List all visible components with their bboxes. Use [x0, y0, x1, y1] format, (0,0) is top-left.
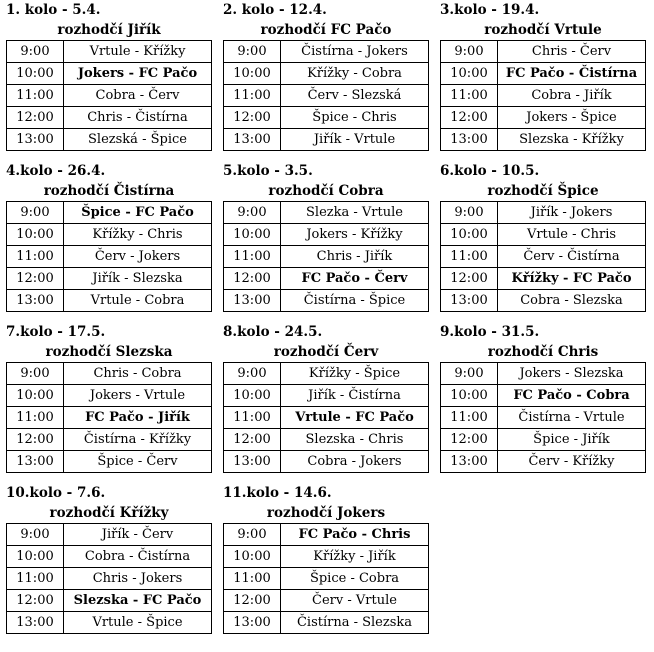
game-row	[224, 407, 429, 429]
game-time: 13:00	[224, 129, 281, 151]
game-time: 9:00	[441, 41, 498, 63]
round-referee: rozhodčí Jiřík	[57, 22, 161, 38]
game-match: Cobra - Jiřík	[498, 85, 646, 107]
schedule-table	[223, 201, 429, 312]
round-block	[223, 161, 429, 312]
round-block	[223, 483, 429, 634]
game-time: 13:00	[7, 290, 64, 312]
game-row	[7, 246, 212, 268]
game-row	[441, 41, 646, 63]
game-row	[441, 268, 646, 290]
round-title: 7.kolo - 17.5.	[6, 324, 106, 340]
round-title: 5.kolo - 3.5.	[223, 163, 313, 179]
game-match: Špice - Červ	[64, 451, 212, 473]
game-match: Slezka - Vrtule	[281, 202, 429, 224]
game-row	[7, 268, 212, 290]
round-referee: rozhodčí Vrtule	[484, 22, 602, 38]
game-time: 12:00	[224, 268, 281, 290]
game-time: 9:00	[7, 41, 64, 63]
game-time: 10:00	[441, 385, 498, 407]
round-title: 2. kolo - 12.4.	[223, 2, 327, 18]
game-time: 12:00	[224, 429, 281, 451]
game-row	[7, 224, 212, 246]
game-match: Chris - Čistírna	[64, 107, 212, 129]
game-row	[441, 85, 646, 107]
game-row	[441, 202, 646, 224]
game-row	[441, 429, 646, 451]
game-time: 13:00	[441, 451, 498, 473]
round-block	[6, 483, 212, 634]
game-time: 10:00	[441, 224, 498, 246]
game-time: 10:00	[224, 224, 281, 246]
game-row	[7, 546, 212, 568]
round-block	[440, 322, 646, 473]
game-match: Cobra - Jokers	[281, 451, 429, 473]
round-referee: rozhodčí Slezska	[45, 344, 173, 360]
game-time: 9:00	[7, 524, 64, 546]
game-row	[224, 612, 429, 634]
schedule-table	[6, 362, 212, 473]
game-row	[7, 429, 212, 451]
game-time: 9:00	[224, 41, 281, 63]
game-time: 9:00	[7, 202, 64, 224]
game-row	[7, 363, 212, 385]
game-match: Čistírna - Vrtule	[498, 407, 646, 429]
game-time: 11:00	[441, 246, 498, 268]
game-time: 10:00	[224, 546, 281, 568]
schedule-table	[223, 40, 429, 151]
game-match: Jokers - Křížky	[281, 224, 429, 246]
game-time: 11:00	[441, 407, 498, 429]
game-row	[224, 429, 429, 451]
game-match: Červ - Jokers	[64, 246, 212, 268]
game-match: Chris - Cobra	[64, 363, 212, 385]
round-block	[440, 0, 646, 151]
game-match: Cobra - Červ	[64, 85, 212, 107]
game-match: Cobra - Čistírna	[64, 546, 212, 568]
game-row	[7, 451, 212, 473]
game-time: 12:00	[7, 268, 64, 290]
game-row	[224, 385, 429, 407]
game-time: 11:00	[224, 246, 281, 268]
game-row	[441, 385, 646, 407]
game-row	[7, 63, 212, 85]
game-time: 11:00	[441, 85, 498, 107]
game-match: Slezska - Chris	[281, 429, 429, 451]
game-match: Jokers - Slezska	[498, 363, 646, 385]
round-referee: rozhodčí Křížky	[49, 505, 169, 521]
round-referee: rozhodčí Červ	[273, 344, 379, 360]
round-referee: rozhodčí Špice	[487, 183, 599, 199]
round-block	[6, 322, 212, 473]
round-title: 1. kolo - 5.4.	[6, 2, 101, 18]
game-match: Červ - Vrtule	[281, 590, 429, 612]
round-referee: rozhodčí Cobra	[268, 183, 384, 199]
game-match: Vrtule - Špice	[64, 612, 212, 634]
game-row	[224, 63, 429, 85]
round-block	[223, 0, 429, 151]
schedule-table	[6, 523, 212, 634]
game-time: 11:00	[224, 85, 281, 107]
game-match: Jokers - Špice	[498, 107, 646, 129]
game-row	[7, 107, 212, 129]
round-referee: rozhodčí Čistírna	[43, 183, 175, 199]
game-row	[224, 224, 429, 246]
schedule-table	[6, 40, 212, 151]
game-match: Špice - FC Pačo	[64, 202, 212, 224]
game-row	[7, 290, 212, 312]
game-row	[7, 85, 212, 107]
game-time: 12:00	[224, 107, 281, 129]
game-row	[224, 129, 429, 151]
round-title: 6.kolo - 10.5.	[440, 163, 540, 179]
round-title: 10.kolo - 7.6.	[6, 485, 106, 501]
schedule-table	[6, 201, 212, 312]
schedule-table	[440, 201, 646, 312]
game-match: Špice - Jiřík	[498, 429, 646, 451]
game-row	[7, 41, 212, 63]
game-match: Čistírna - Křížky	[64, 429, 212, 451]
round-title: 3.kolo - 19.4.	[440, 2, 540, 18]
game-time: 10:00	[224, 385, 281, 407]
game-time: 13:00	[441, 129, 498, 151]
game-time: 13:00	[224, 451, 281, 473]
round-title: 11.kolo - 14.6.	[223, 485, 332, 501]
game-time: 10:00	[7, 546, 64, 568]
game-row	[224, 568, 429, 590]
schedule-table	[440, 40, 646, 151]
game-match: Červ - Slezská	[281, 85, 429, 107]
game-time: 13:00	[7, 612, 64, 634]
game-time: 13:00	[224, 290, 281, 312]
game-time: 12:00	[224, 590, 281, 612]
game-time: 9:00	[441, 363, 498, 385]
game-time: 11:00	[7, 85, 64, 107]
game-time: 13:00	[224, 612, 281, 634]
round-block	[440, 161, 646, 312]
game-row	[441, 407, 646, 429]
game-match: Slezská - Špice	[64, 129, 212, 151]
game-match: FC Pačo - Chris	[281, 524, 429, 546]
game-match: Jokers - FC Pačo	[64, 63, 212, 85]
game-match: FC Pačo - Cobra	[498, 385, 646, 407]
game-match: Slezska - FC Pačo	[64, 590, 212, 612]
round-block	[6, 0, 212, 151]
game-time: 13:00	[441, 290, 498, 312]
game-row	[224, 451, 429, 473]
game-match: Špice - Chris	[281, 107, 429, 129]
game-row	[224, 85, 429, 107]
game-row	[441, 129, 646, 151]
round-referee: rozhodčí Jokers	[266, 505, 386, 521]
game-row	[441, 290, 646, 312]
game-row	[7, 129, 212, 151]
game-match: Slezska - Křížky	[498, 129, 646, 151]
game-match: Červ - Čistírna	[498, 246, 646, 268]
game-row	[441, 451, 646, 473]
game-time: 9:00	[224, 524, 281, 546]
game-time: 11:00	[7, 407, 64, 429]
round-referee: rozhodčí FC Pačo	[260, 22, 392, 38]
game-match: Jiřík - Červ	[64, 524, 212, 546]
game-match: Cobra - Slezska	[498, 290, 646, 312]
game-match: Čistírna - Špice	[281, 290, 429, 312]
schedule-table	[440, 362, 646, 473]
game-row	[441, 224, 646, 246]
game-row	[224, 107, 429, 129]
round-title: 8.kolo - 24.5.	[223, 324, 323, 340]
game-time: 11:00	[7, 246, 64, 268]
game-row	[7, 612, 212, 634]
game-time: 12:00	[441, 107, 498, 129]
game-time: 12:00	[7, 429, 64, 451]
game-time: 12:00	[441, 268, 498, 290]
game-row	[7, 568, 212, 590]
game-match: Křížky - Chris	[64, 224, 212, 246]
game-row	[441, 63, 646, 85]
game-time: 13:00	[7, 129, 64, 151]
game-match: Křížky - FC Pačo	[498, 268, 646, 290]
game-time: 10:00	[224, 63, 281, 85]
game-row	[441, 107, 646, 129]
game-row	[7, 385, 212, 407]
game-match: Červ - Křížky	[498, 451, 646, 473]
game-match: Chris - Jiřík	[281, 246, 429, 268]
round-title: 4.kolo - 26.4.	[6, 163, 106, 179]
game-row	[224, 41, 429, 63]
game-time: 12:00	[7, 590, 64, 612]
game-time: 10:00	[7, 385, 64, 407]
game-match: Vrtule - Cobra	[64, 290, 212, 312]
game-match: Jiřík - Jokers	[498, 202, 646, 224]
game-row	[441, 246, 646, 268]
round-title: 9.kolo - 31.5.	[440, 324, 540, 340]
game-row	[224, 524, 429, 546]
game-match: Křížky - Cobra	[281, 63, 429, 85]
game-row	[224, 590, 429, 612]
game-row	[224, 246, 429, 268]
game-match: Křížky - Špice	[281, 363, 429, 385]
game-time: 9:00	[7, 363, 64, 385]
game-time: 10:00	[7, 224, 64, 246]
game-match: Špice - Cobra	[281, 568, 429, 590]
game-row	[224, 290, 429, 312]
game-row	[7, 407, 212, 429]
game-row	[224, 268, 429, 290]
game-row	[7, 202, 212, 224]
round-block	[223, 322, 429, 473]
game-row	[224, 202, 429, 224]
game-time: 11:00	[7, 568, 64, 590]
game-match: Křížky - Jiřík	[281, 546, 429, 568]
game-match: Vrtule - Chris	[498, 224, 646, 246]
game-match: Jiřík - Čistírna	[281, 385, 429, 407]
game-row	[7, 590, 212, 612]
game-match: Jiřík - Slezska	[64, 268, 212, 290]
game-match: FC Pačo - Jiřík	[64, 407, 212, 429]
round-block	[6, 161, 212, 312]
game-time: 10:00	[7, 63, 64, 85]
game-match: FC Pačo - Červ	[281, 268, 429, 290]
game-match: Vrtule - Křížky	[64, 41, 212, 63]
game-row	[7, 524, 212, 546]
game-match: Chris - Červ	[498, 41, 646, 63]
schedule-table	[223, 362, 429, 473]
game-time: 13:00	[7, 451, 64, 473]
game-match: Vrtule - FC Pačo	[281, 407, 429, 429]
game-match: Čistírna - Slezska	[281, 612, 429, 634]
game-time: 9:00	[224, 202, 281, 224]
game-match: Jiřík - Vrtule	[281, 129, 429, 151]
game-match: FC Pačo - Čistírna	[498, 63, 646, 85]
game-row	[441, 363, 646, 385]
game-time: 12:00	[441, 429, 498, 451]
game-match: Chris - Jokers	[64, 568, 212, 590]
game-time: 9:00	[441, 202, 498, 224]
game-row	[224, 363, 429, 385]
schedule-table	[223, 523, 429, 634]
game-match: Čistírna - Jokers	[281, 41, 429, 63]
game-time: 11:00	[224, 568, 281, 590]
game-time: 11:00	[224, 407, 281, 429]
game-time: 10:00	[441, 63, 498, 85]
round-referee: rozhodčí Chris	[487, 344, 599, 360]
game-time: 12:00	[7, 107, 64, 129]
game-row	[224, 546, 429, 568]
game-time: 9:00	[224, 363, 281, 385]
game-match: Jokers - Vrtule	[64, 385, 212, 407]
